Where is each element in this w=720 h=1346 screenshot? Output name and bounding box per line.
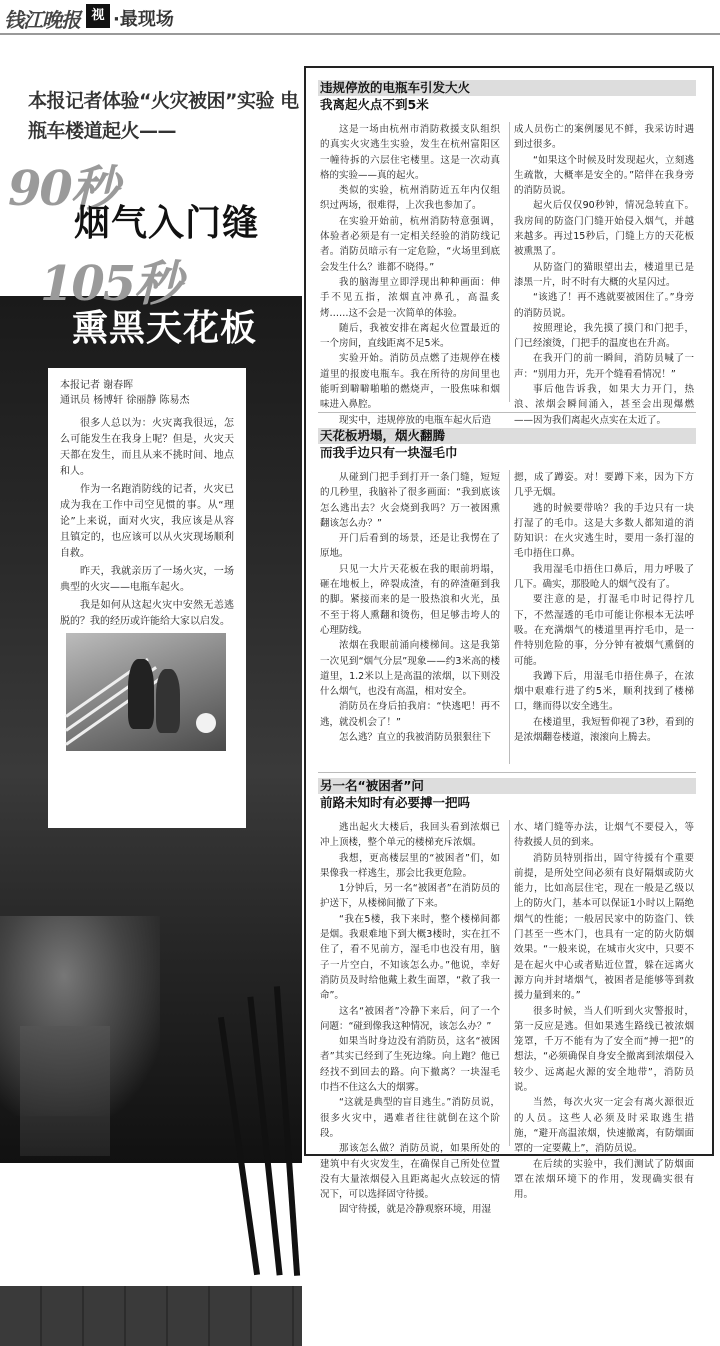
firefighter-photo	[66, 633, 226, 751]
paragraph: 在楼道里，我短暂仰视了3秒，看到的是浓烟翻卷楼道，滚滚向上腾去。	[514, 716, 694, 744]
paragraph: 要注意的是，打湿毛巾时记得拧几下，不然湿透的毛巾可能让你根本无法呼吸。在充满烟气的楼道里再拧毛巾，是一件特别危险的事，分分钟有被烟气熏倒的可能。	[514, 594, 694, 667]
section-rule	[318, 772, 696, 773]
headline-line-1: 烟气入门缝	[74, 203, 260, 244]
column-divider	[509, 122, 510, 402]
paragraph: 很多时候，当人们听到火灾警报时，第一反应是逃。但如果逃生路线已被浓烟笼罩，千万不能有为了安全而“搏一把”的想法，“必须确保自身安全撤离到浓烟侵入较少、远离起火源的安全地带”，消防员说。	[514, 1005, 694, 1094]
paragraph: 我的脑海里立即浮现出种种画面：伸手不见五指，浓烟直冲鼻孔，高温炙烤……这不会是一次简单的体验。	[320, 276, 500, 319]
intro-box	[48, 368, 246, 828]
paragraph: 1分钟后，另一名“被困者”在消防员的护送下，从楼梯间撤了下来。	[320, 883, 500, 910]
section-title: 另一名“被困者”问	[318, 778, 696, 794]
paragraph: 在我开门的前一瞬间，消防员喊了一声：“别用力开，先开个缝看看情况！”	[514, 353, 694, 380]
paragraph: 这名“被困者”冷静下来后，问了一个问题：“碰到像我这种情况，该怎么办？”	[320, 1005, 500, 1032]
paragraph: 逃的时候要带啥？我的手边只有一块打湿了的毛巾。这是大多数人都知道的消防知识：在火灾逃生时，要用一条打湿的毛巾捂住口鼻。	[514, 502, 694, 560]
paragraph: 随后，我被安排在离起火位置最近的一个房间，直线距离不足5米。	[320, 322, 500, 350]
paragraph: 逃出起火大楼后，我回头看到浓烟已冲上顶楼，整个单元的楼梯充斥浓烟。	[320, 822, 500, 849]
intro-paragraph: 很多人总以为：火灾离我很远，怎么可能发生在我身上呢？但是，火灾天天都在发生，而且从来不挑时间、地点和人。	[60, 418, 234, 477]
paragraph: 如果当时身边没有消防员，这名“被困者”其实已经到了生死边缘。向上跑？他已经找不到回去的路。向下撤离？一块湿毛巾挡不住这么大的烟雾。	[320, 1036, 500, 1094]
intro-paragraph: 作为一名跑消防线的记者，火灾已成为我在工作中司空见惯的事。从“理论”上来说，面对火灾，我应该是从容且镇定的，也应该可以从火灾现场顺利自救。	[60, 484, 234, 559]
section-2-column-2	[514, 470, 694, 766]
paragraph: 类似的实验，杭州消防近五年内仅组织过两场，很难得，上次我也参加了。	[320, 185, 500, 212]
paragraph: 从防盗门的猫眼望出去，楼道里已是漆黑一片，时不时有大概的火星闪过。	[514, 261, 694, 288]
paragraph: 现实中，违规停放的电瓶车起火后造	[339, 414, 492, 426]
intro-paragraph: 我是如何从这起火灾中安然无恙逃脱的？我的经历或许能给大家以启发。	[60, 600, 234, 627]
section-heading-3	[318, 778, 696, 812]
column-divider	[509, 470, 510, 764]
paragraph: 开门后看到的场景，还是让我愣在了原地。	[320, 533, 500, 560]
column-divider	[509, 820, 510, 1146]
section-title: 天花板坍塌，烟火翻腾	[318, 428, 696, 444]
paragraph: 按照理论，我先摸了摸门和门把手，门已经滚烫，门把手的温度也在升高。	[514, 322, 694, 350]
paragraph: 起火后仅仅90秒钟，情况急转直下。我房间的防盗门门缝开始侵入烟气，并越来越多。再过15秒后，门缝上方的天花板被熏黑了。	[514, 200, 694, 258]
paragraph: 消防员特别指出，固守待援有个重要前提，是所处空间必须有良好隔烟或防火能力，比如高层住宅，现在一般是乙级以上的防火门，基本可以保证1小时以上隔绝烟气的性能；一般居民家中的防盗门、铁门甚至一些木门，也具有一定的防火防烟效果。“一般来说，在城市火灾中，只要不是在起火中心或者贴近位置，躲在远离火源方向并封堵烟气，被困者是能够等到救援力量到来的。”	[514, 852, 694, 1002]
paragraph: 实验开始。消防员点燃了违规停在楼道里的报废电瓶车。我在所待的房间里也能听到噼噼啪啪的燃烧声，一股焦味和烟味进入鼻腔。	[320, 353, 500, 411]
byline	[60, 378, 234, 408]
section-label: 最现场	[119, 9, 174, 30]
paragraph: 事后他告诉我，如果大力开门，热浪、浓烟会瞬间涌入，甚至会出现爆燃——因为我们离起火点实在太近了。	[514, 384, 694, 426]
section-2-column-1	[320, 470, 500, 766]
section-heading-2	[318, 428, 696, 462]
newspaper-name: 钱江晚报	[4, 8, 80, 32]
section-3-column-1	[320, 820, 500, 1216]
paragraph: “该逃了！再不逃就要被困住了。”身旁的消防员说。	[514, 292, 694, 319]
paragraph: 浓烟在我眼前涌向楼梯间。这是我第一次见到“烟气分层”现象——约3米高的楼道里，1.2米以上是高温的浓烟，以下则没什么烟气，也没有高温，相对安全。	[320, 640, 500, 698]
section-subtitle: 我离起火点不到5米	[320, 97, 429, 112]
paragraph: 当然，每次火灾一定会有离火源很近的人员。这些人必须及时采取逃生措施，“避开高温浓烟，快速撤离，有防烟面罩的一定要戴上”，消防员说。	[514, 1097, 694, 1155]
section-title: 违规停放的电瓶车引发大火	[318, 80, 696, 96]
paragraph: “这就是典型的盲目逃生。”消防员说，很多火灾中，遇难者往往就倒在这个阶段。	[320, 1097, 500, 1139]
headline-kicker: 本报记者体验“火灾被困”实验 电瓶车楼道起火——	[28, 90, 299, 142]
video-badge: 视	[86, 4, 110, 28]
paragraph: 只见一大片天花板在我的眼前坍塌，砸在地板上，碎裂成渣，有的碎渣砸到我的脚。紧接而来的是一股热浪和火光，虽不至于将人熏翻和烫伤，但足够击垮人的心理防线。	[320, 563, 500, 636]
headline-time-1: 90秒	[8, 161, 117, 217]
section-subtitle: 前路未知时有必要搏一把吗	[320, 795, 471, 810]
correspondent-credit: 通讯员 杨博轩 徐丽静 陈易杰	[60, 395, 190, 406]
paragraph: 这是一场由杭州市消防救援支队组织的真实火灾逃生实验，发生在杭州富阳区一幢待拆的六层住宅楼里。这是一次动真格的实验——真的起火。	[320, 124, 500, 181]
section-1-column-1	[320, 122, 500, 426]
doorway	[20, 1026, 110, 1156]
masthead	[0, 0, 720, 40]
paragraph: 固守待援，就是冷静观察环境，用湿	[339, 1204, 492, 1216]
section-1-column-2	[514, 122, 694, 426]
headline-line-2: 熏黑天花板	[72, 308, 258, 349]
firefighter-figure	[128, 659, 154, 729]
helmet	[196, 713, 216, 733]
floor	[0, 1286, 302, 1346]
paragraph: 成人员伤亡的案例屡见不鲜，我采访时遇到过很多。	[514, 124, 694, 151]
section-3-column-2	[514, 820, 694, 1201]
paragraph: 怎么逃？直立的我被消防员狠狠往下	[339, 732, 492, 744]
masthead-rule	[0, 33, 720, 35]
paragraph: 我蹲下后，用湿毛巾捂住鼻子，在浓烟中艰难行进了约5米，顺利找到了楼梯口，继而得以安全逃生。	[514, 670, 694, 713]
headline-time-2: 105秒	[40, 256, 181, 312]
section-name: ·最现场	[113, 9, 174, 30]
firefighter-figure	[156, 669, 180, 733]
section-rule	[318, 412, 696, 413]
section-subtitle: 而我手边只有一块湿毛巾	[320, 445, 458, 460]
paragraph: 在实验开始前，杭州消防特意强调，体验者必须是有一定相关经验的消防线记者。消防员暗示有一定危险，“火场里到底会发生什么？谁都不晓得。”	[320, 215, 500, 273]
reporter-credit: 本报记者 谢春晖	[60, 380, 134, 391]
paragraph: “如果这个时候及时发现起火，立刻逃生疏散，大概率是安全的。”陪伴在我身旁的消防员说。	[514, 154, 694, 197]
paragraph: 在后续的实验中，我们测试了防烟面罩在浓烟环境下的作用，发现确实很有用。	[514, 1158, 694, 1201]
paragraph: 那该怎么做？消防员说，如果所处的建筑中有火灾发生，在确保自己所处位置没有大量浓烟侵入且距离起火点较远的情况下，可以选择固守待援。	[320, 1143, 500, 1201]
intro-paragraph: 昨天，我就亲历了一场火灾，一场典型的火灾——电瓶车起火。	[60, 566, 234, 593]
paragraph: “我在5楼，我下来时，整个楼梯间都是烟。我艰难地下到大概3楼时，实在扛不住了，看不见前方，湿毛巾也没有用，脑子一片空白，不知该怎么办。”他说，幸好消防员及时给他戴上救生面罩，“救了我一命”。	[320, 913, 500, 1002]
paragraph: 从碰到门把手到打开一条门缝，短短的几秒里，我脑补了很多画面：“我到底该怎么逃出去？火会烧到我吗？万一被困熏翻该怎么办？”	[320, 472, 500, 529]
section-heading-1	[318, 80, 696, 114]
paragraph: 我想，更高楼层里的“被困者”们，如果像我一样逃生，那会比我更危险。	[320, 852, 500, 879]
paragraph: 摁，成了蹲姿。对！要蹲下来，因为下方几乎无烟。	[514, 472, 694, 499]
paragraph: 我用湿毛巾捂住口鼻后，用力呼吸了几下。确实，那股呛人的烟气没有了。	[514, 563, 694, 591]
paragraph: 水、堵门缝等办法，让烟气不要侵入，等待救援人员的到来。	[514, 822, 694, 849]
paragraph: 消防员在身后拍我肩：“快逃吧！再不逃，就没机会了！”	[320, 701, 500, 728]
